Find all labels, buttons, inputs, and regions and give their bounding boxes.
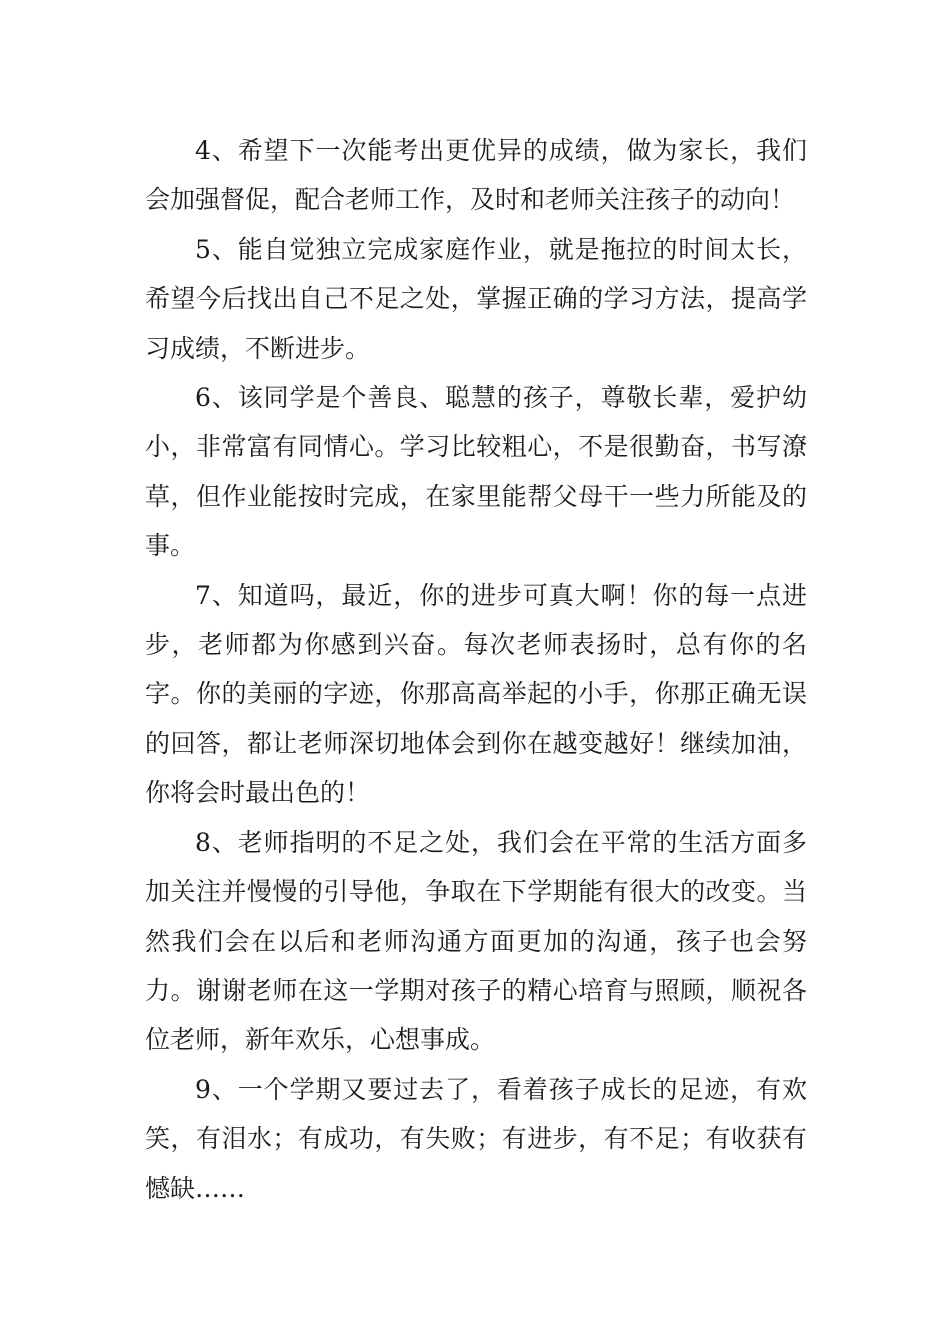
paragraph-5: 5、能自觉独立完成家庭作业，就是拖拉的时间太长，希望今后找出自己不足之处，掌握正确的学习方法，提高学习成绩，不断进步。 [145, 234, 807, 363]
paragraph-7: 7、知道吗，最近，你的进步可真大啊！你的每一点进步，老师都为你感到兴奋。每次老师表扬时，总有你的名字。你的美丽的字迹，你那高高举起的小手，你那正确无误的回答，都让老师深切地体会到你在越变越好！继续加油，你将会时最出色的！ [145, 580, 807, 808]
paragraph-9: 9、一个学期又要过去了，看着孩子成长的足迹，有欢笑，有泪水；有成功，有失败；有进步，有不足；有收获有憾缺…… [145, 1074, 807, 1203]
paragraph-4: 4、希望下一次能考出更优异的成绩，做为家长，我们会加强督促，配合老师工作，及时和老师关注孩子的动向！ [145, 136, 807, 215]
paragraph-6: 6、该同学是个善良、聪慧的孩子，尊敬长辈，爱护幼小，非常富有同情心。学习比较粗心，不是很勤奋，书写潦草，但作业能按时完成，在家里能帮父母干一些力所能及的事。 [145, 383, 807, 561]
document-body [145, 126, 807, 1213]
paragraph-8: 8、老师指明的不足之处，我们会在平常的生活方面多加关注并慢慢的引导他，争取在下学期能有很大的改变。当然我们会在以后和老师沟通方面更加的沟通，孩子也会努力。谢谢老师在这一学期对孩子的精心培育与照顾，顺祝各位老师，新年欢乐，心想事成。 [145, 827, 807, 1055]
